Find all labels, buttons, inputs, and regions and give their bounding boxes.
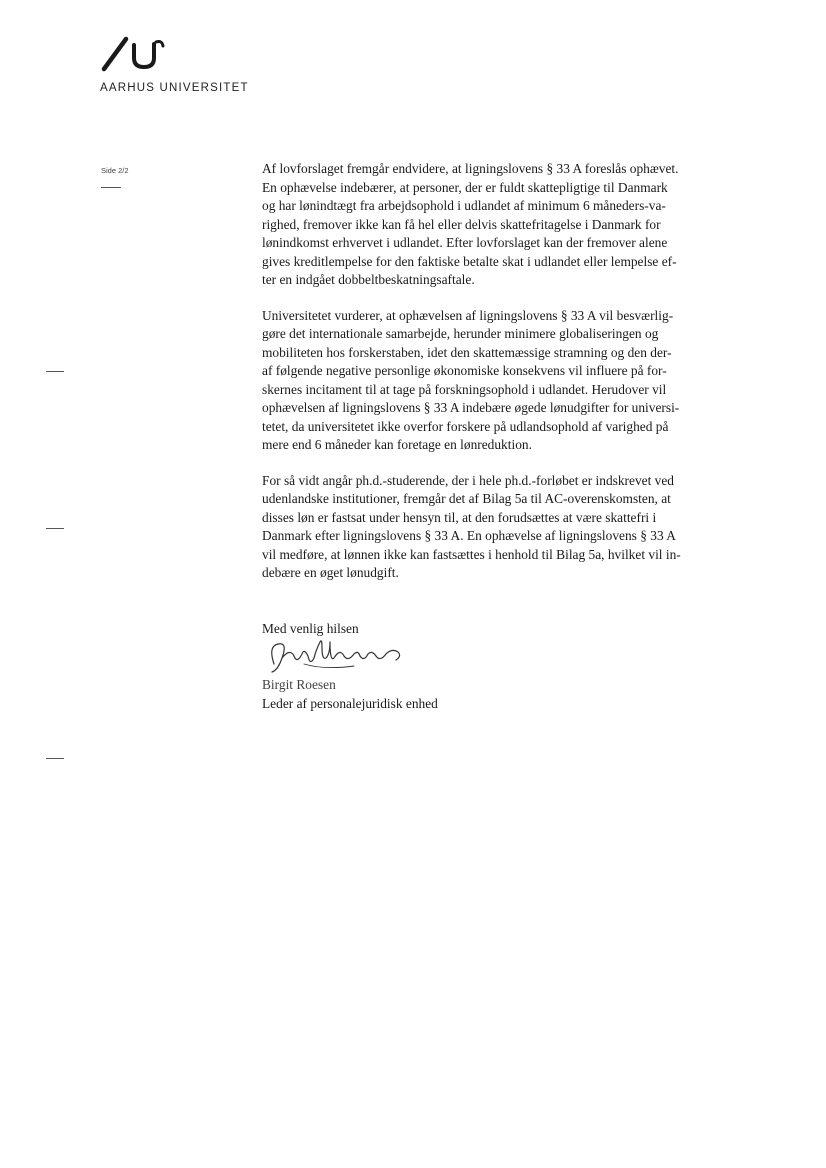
text-line: af følgende negative personlige økonomiske konsekvens vil influere på for- bbox=[262, 363, 667, 378]
margin-fold-mark bbox=[46, 371, 64, 372]
text-line: ophævelsen af ligningslovens § 33 A indebære øgede lønudgifter for universi- bbox=[262, 400, 680, 415]
university-logo bbox=[96, 36, 266, 100]
margin-fold-mark bbox=[46, 528, 64, 529]
margin-fold-mark bbox=[46, 758, 64, 759]
text-line: mere end 6 måneder kan foretage en lønreduktion. bbox=[262, 437, 532, 452]
letter-body bbox=[262, 160, 774, 600]
paragraph-1 bbox=[262, 160, 774, 290]
signatory-block bbox=[262, 676, 438, 713]
signatory-name: Birgit Roesen bbox=[262, 677, 336, 692]
text-line: tetet, da universitetet ikke overfor forskere på udlandsophold af varighed på bbox=[262, 418, 669, 434]
page-number: Side 2/2 bbox=[101, 166, 129, 175]
paragraph-3 bbox=[262, 472, 774, 583]
text-line: gives kreditlempelse for den faktiske betalte skat i udlandet eller lempelse ef- bbox=[262, 253, 677, 269]
text-line: debære en øget lønudgift. bbox=[262, 565, 399, 580]
text-line: vil medføre, at lønnen ikke kan fastsættes i henhold til Bilag 5a, hvilket vil in- bbox=[262, 546, 681, 562]
text-line: En ophævelse indebærer, at personer, der er fuldt skattepligtige til Danmark bbox=[262, 179, 668, 195]
paragraph-2 bbox=[262, 307, 774, 455]
text-line: For så vidt angår ph.d.-studerende, der i hele ph.d.-forløbet er indskrevet ved bbox=[262, 472, 675, 488]
text-line: disses løn er fastsat under hensyn til, at den forudsættes at være skattefri i bbox=[262, 509, 657, 525]
text-line: righed, fremover ikke kan få hel eller delvis skattefritagelse i Danmark for bbox=[262, 216, 661, 232]
text-line: gøre det internationale samarbejde, herunder minimere globaliseringen og bbox=[262, 326, 659, 341]
margin-divider bbox=[101, 187, 121, 188]
university-logo-mark-icon bbox=[100, 36, 166, 72]
text-line: og har lønindtægt fra arbejdsophold i udlandet af minimum 6 måneders-va- bbox=[262, 198, 666, 213]
university-name: AARHUS UNIVERSITET bbox=[100, 82, 249, 94]
text-line: mobiliteten hos forskerstaben, idet den skattemæssige stramning og den der- bbox=[262, 344, 672, 360]
text-line: lønindkomst erhvervet i udlandet. Efter lovforslaget kan der fremover alene bbox=[262, 235, 668, 250]
signatory-title: Leder af personalejuridisk enhed bbox=[262, 695, 438, 711]
text-line: Danmark efter ligningslovens § 33 A. En ophævelse af ligningslovens § 33 A bbox=[262, 528, 676, 543]
text-line: Af lovforslaget fremgår endvidere, at ligningslovens § 33 A foreslås ophævet. bbox=[262, 161, 679, 176]
text-line: Universitetet vurderer, at ophævelsen af ligningslovens § 33 A vil besværlig- bbox=[262, 307, 674, 323]
text-line: skernes incitament til at tage på forskningsophold i udlandet. Herudover vil bbox=[262, 381, 667, 397]
text-line: udenlandske institutioner, fremgår det af Bilag 5a til AC-overenskomsten, at bbox=[262, 491, 671, 506]
text-line: ter en indgået dobbeltbeskatningsaftale. bbox=[262, 272, 475, 287]
handwritten-signature bbox=[264, 636, 414, 678]
closing-greeting: Med venlig hilsen bbox=[262, 621, 359, 636]
